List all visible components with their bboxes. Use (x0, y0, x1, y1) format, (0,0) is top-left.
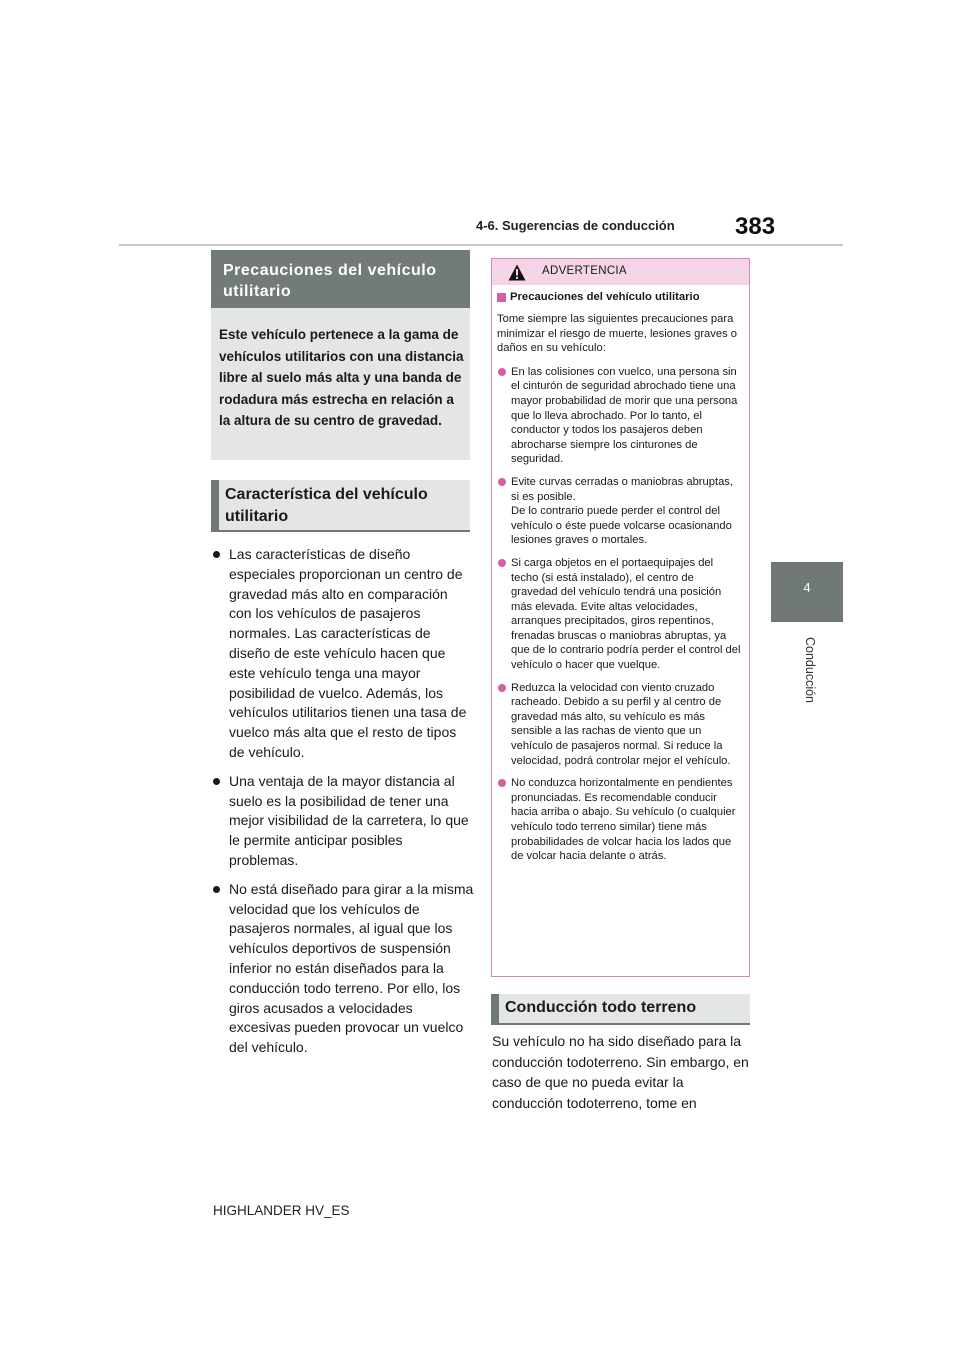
circle-bullet-icon (498, 684, 506, 692)
chapter-number: 4 (803, 580, 811, 595)
bullet-icon (213, 886, 220, 893)
circle-bullet-icon (498, 368, 506, 376)
warning-body (497, 290, 742, 872)
warning-subtitle (497, 290, 742, 305)
circle-bullet-icon (498, 559, 506, 567)
list-item-text: Las características de diseño especiales proporcionan un centro de gravedad más alto en comparación con los vehículos de pasajeros normales. Las características de diseño de este vehículo hacen que este vehículo tenga una mayor posibilidad de vuelco. Además, los vehículos utilitarios tienen una tasa de vuelco más alta que el resto de tipos de vehículo. (229, 546, 467, 760)
offroad-text: Su vehículo no ha sido diseñado para la conducción todoterreno. Sin embargo, en caso de que no pueda evitar la conducción todoterreno, tome en (492, 1033, 749, 1111)
page-number: 383 (735, 213, 776, 240)
header-divider (119, 244, 843, 246)
list-item (497, 776, 742, 864)
warning-label: ADVERTENCIA (542, 265, 627, 277)
list-item-text: Reduzca la velocidad con viento cruzado racheado. Debido a su perfil y al centro de gravedad más alto, su vehículo es más sensible a las rachas de viento que un vehículo de pasajeros normal. Si reduce la velocidad, podrá controlar mejor el vehículo. (511, 681, 731, 767)
section-header: 4-6. Sugerencias de conducción (476, 218, 675, 233)
list-item (497, 681, 742, 769)
bullet-icon (213, 778, 220, 785)
list-item (212, 880, 474, 1058)
section-title: Conducción todo terreno (505, 999, 697, 1016)
list-item (497, 365, 742, 467)
warning-intro: Tome siempre las siguientes precauciones para minimizar el riesgo de muerte, lesiones graves o daños en su vehículo: (497, 313, 738, 355)
list-item-text: Una ventaja de la mayor distancia al suelo es la posibilidad de tener una mejor visibilidad de la carretera, lo que le permite anticipar posibles problemas. (229, 772, 469, 868)
list-item-text: En las colisiones con vuelco, una persona sin el cinturón de seguridad abrochado tiene una mayor probabilidad de morir que una persona que lo lleva abrochado. Por lo tanto, el conductor y todos los pasajeros deben abrocharse siempre los cinturones de seguridad. (511, 365, 738, 466)
list-item-text: No está diseñado para girar a la misma velocidad que los vehículos de pasajeros normales, al igual que los vehículos deportivos de suspensión inferior no están diseñados para la conducción todo terreno. Por ello, los giros acusados a velocidades excesivas pueden provocar un vuelco del vehículo. (229, 880, 474, 1056)
section-title: Precauciones del vehículo utilitario (223, 262, 437, 300)
list-item (497, 475, 742, 548)
intro-box (211, 308, 470, 460)
warning-triangle-icon (508, 264, 526, 281)
list-item-text: Evite curvas cerradas o maniobras abruptas, si es posible. De lo contrario puede perder el control del vehículo o éste puede volcarse ocasionando lesiones graves o mortales. (511, 475, 733, 547)
characteristics-list (212, 545, 474, 1067)
square-bullet-icon (497, 293, 506, 302)
circle-bullet-icon (498, 478, 506, 486)
intro-text: Este vehículo pertenece a la gama de vehículos utilitarios con una distancia libre al suelo más alta y una banda de rodadura más estrecha en relación a la altura de su centro de gravedad. (219, 327, 464, 428)
circle-bullet-icon (498, 779, 506, 787)
chapter-tab (771, 562, 843, 622)
warning-subtitle-text: Precauciones del vehículo utilitario (510, 291, 700, 303)
list-item-text: Si carga objetos en el portaequipajes del techo (si está instalado), el centro de gravedad del vehículo tendrá una posición más elevada. Evite altas velocidades, arranques precipitados, giros repentinos, frenadas bruscas o maniobras abruptas, ya que de lo contrario podría perder el control del vehículo o hacer que vuelque. (511, 556, 741, 672)
chapter-label: Conducción (803, 636, 817, 703)
warning-list (497, 365, 742, 864)
bullet-icon (213, 551, 220, 558)
section-characteristics-heading (211, 480, 470, 532)
section-precautions-heading (211, 250, 470, 308)
section-title: Característica del vehículo utilitario (225, 486, 428, 525)
list-item-text: No conduzca horizontalmente en pendientes pronunciadas. Es recomendable conducir hacia arriba o abajo. Su vehículo (o cualquier vehículo todo terreno similar) tiene más probabilidades de volcar hacia los lados que de volcar hacia delante o atrás. (511, 777, 736, 863)
list-item (212, 545, 474, 763)
warning-header (492, 259, 749, 285)
section-offroad-heading (491, 994, 750, 1025)
list-item (497, 556, 742, 673)
warning-box (491, 258, 750, 977)
footer-model: HIGHLANDER HV_ES (213, 1203, 350, 1218)
list-item (212, 772, 474, 871)
